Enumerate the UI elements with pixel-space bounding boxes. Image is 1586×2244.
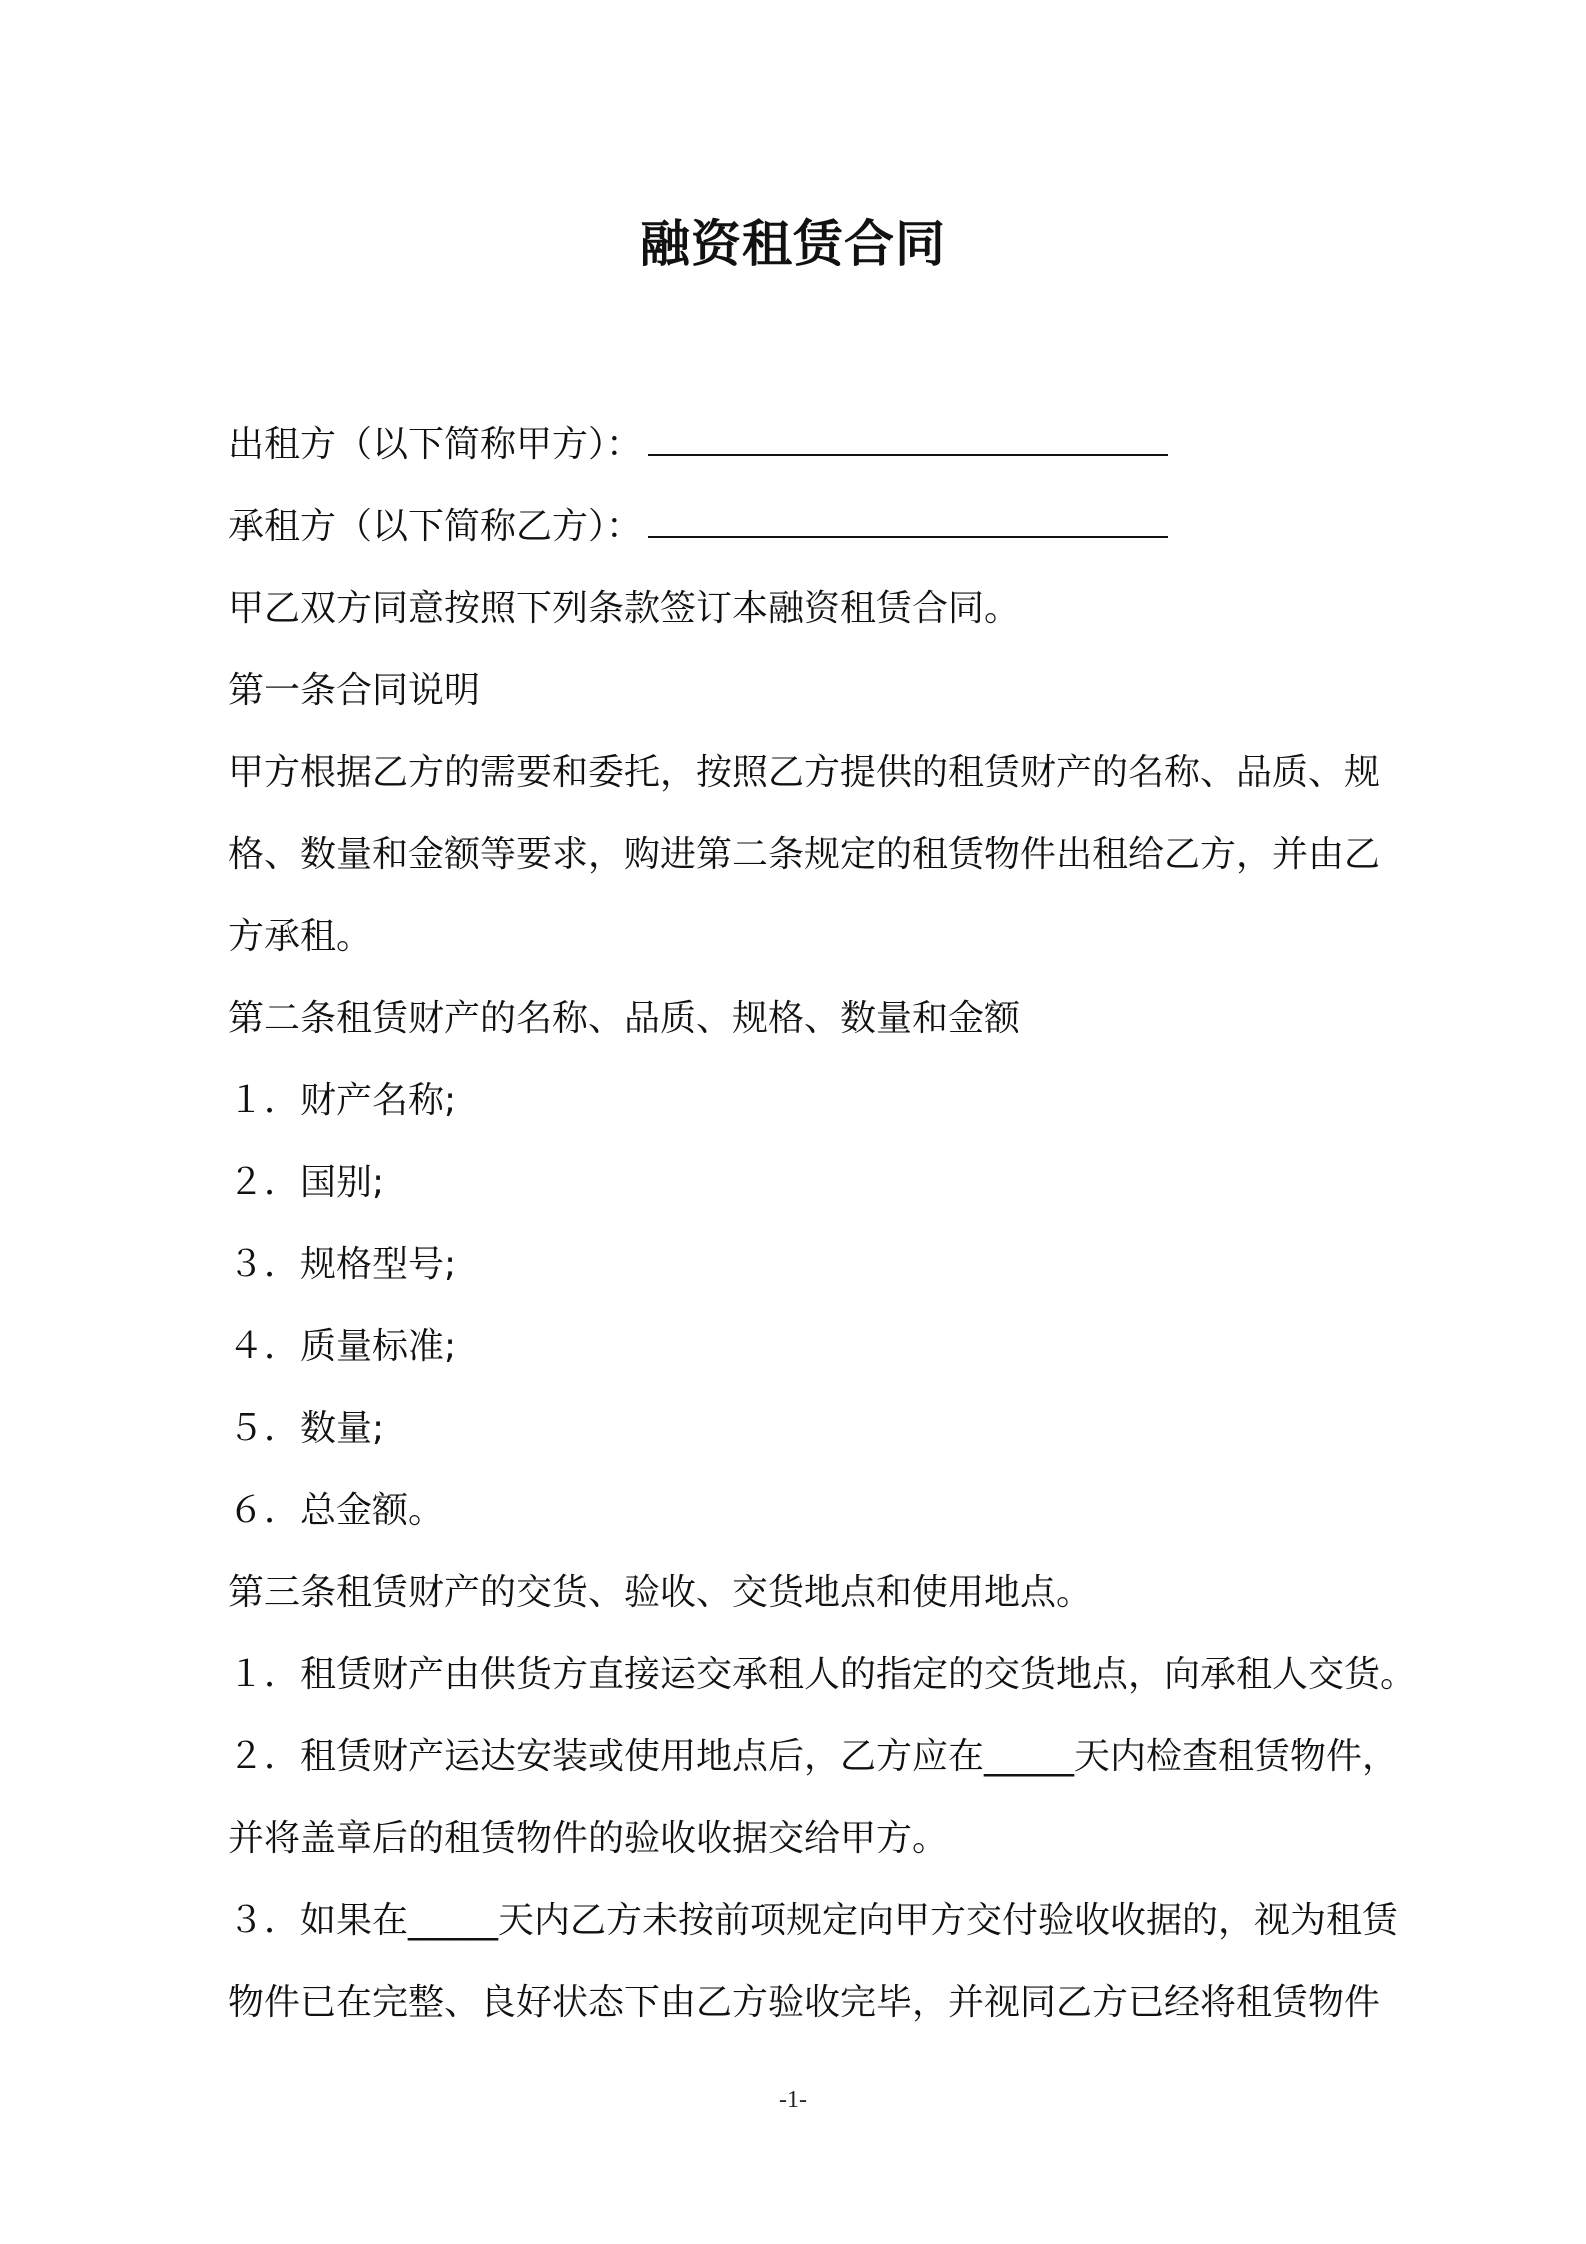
lessor-field [228,420,1168,470]
article3-heading: 第三条租赁财产的交货、验收、交货地点和使用地点。 [228,1572,1093,1613]
article3-line: ２．租赁财产运达安装或使用地点后，乙方应在_____天内检查租赁物件， [228,1736,1399,1777]
lessee-blank [648,506,1168,538]
article2-item: ４．质量标准; [228,1326,457,1367]
article1-line: 方承租。 [228,916,373,957]
page-number: -1- [779,2087,807,2113]
article1-line: 格、数量和金额等要求，购进第二条规定的租赁物件出租给乙方，并由乙 [228,834,1381,875]
article3-line: 物件已在完整、良好状态下由乙方验收完毕，并视同乙方已经将租赁物件 [228,1982,1381,2023]
article1-heading: 第一条合同说明 [228,670,481,711]
intro-paragraph: 甲乙双方同意按照下列条款签订本融资租赁合同。 [228,588,1021,629]
lessor-label: 出租方（以下简称甲方）： [228,424,643,465]
article2-item: １．财产名称; [228,1080,457,1121]
article2-item: ６．总金额。 [228,1490,445,1531]
article2-heading: 第二条租赁财产的名称、品质、规格、数量和金额 [228,998,1021,1039]
lessee-label: 承租方（以下简称乙方）： [228,506,643,547]
lessor-blank [648,424,1168,456]
article3-line: 并将盖章后的租赁物件的验收收据交给甲方。 [228,1818,949,1859]
article3-line: ３．如果在_____天内乙方未按前项规定向甲方交付验收收据的，视为租赁 [228,1900,1399,1941]
article3-line: １．租赁财产由供货方直接运交承租人的指定的交货地点，向承租人交货。 [228,1654,1417,1695]
article2-item: ２．国别; [228,1162,385,1203]
article2-item: ５．数量; [228,1408,385,1449]
article1-line: 甲方根据乙方的需要和委托，按照乙方提供的租赁财产的名称、品质、规 [228,752,1381,793]
lessee-field [228,502,1168,552]
article2-item: ３．规格型号; [228,1244,457,1285]
contract-title: 融资租赁合同 [640,215,946,273]
